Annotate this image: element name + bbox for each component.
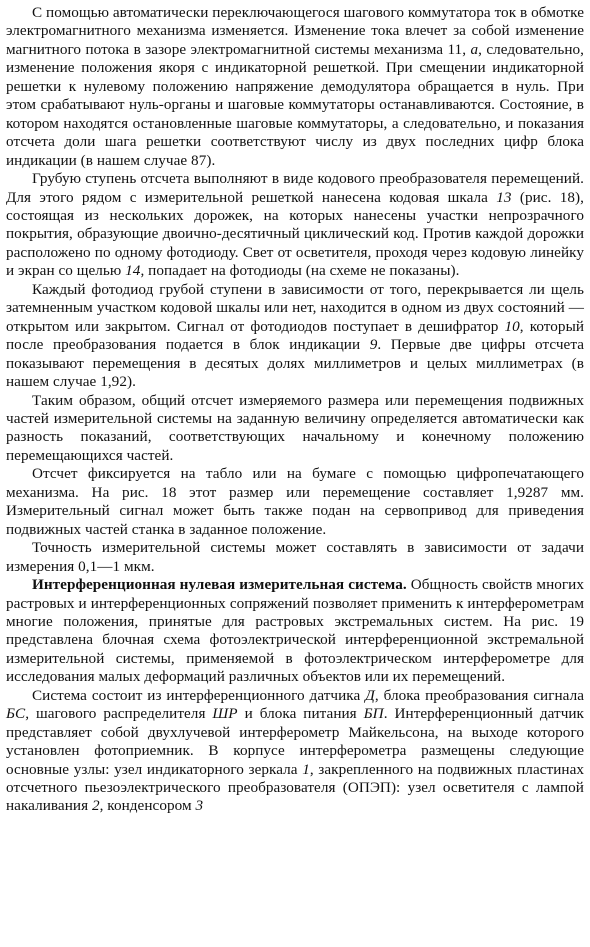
paragraph-1-part-1: С помощью автоматически переключающегося шагового коммутатора ток в обмотке электромагнитного механизма изменяется. Изменение тока влечет за собой изменение магнитного потока в зазоре электромагнитной системы механизма 11, [6,4,584,58]
paragraph-2-part-4: 14 [125,262,141,280]
paragraph-8-part-5: , шагового распределителя [25,705,213,723]
paragraph-8-part-4: БС [6,705,26,723]
paragraph-8-part-14: 3 [195,797,204,815]
paragraph-1 [6,4,584,170]
paragraph-6 [6,539,584,576]
paragraph-2-part-1: Грубую ступень отсчета выполняют в виде кодового преобразователя перемещений. Для этого рядом с измерительной решеткой нанесена кодовая шкала [6,170,584,206]
paragraph-2-part-3: (рис. 18), состоящая из нескольких дорожек, на которых нанесены участки непрозрачного покрытия, образующие двоично-десятичный циклический код. Против каждой дорожки расположено по одному фотодиоду. Свет от осветителя, проходя через кодовую линейку и экран со щелью [6,188,584,280]
paragraph-8 [6,687,584,816]
paragraph-8-part-1: Система состоит из интерференционного датчика [32,686,366,704]
paragraph-2 [6,170,584,281]
paragraph-8-part-3: , блока преобразования сигнала [374,686,584,704]
paragraph-7-part-2: Общность свойств многих растровых и интерференционных сопряжений позволяет применить к интерферометрам многие положения, принятые для растровых экстремальных систем. На рис. 19 представлена блочная схема фотоэлектрической интерференционной экстремальной измерительной системы, применяемой в фотоэлектрическом интерферометре для исследования малых деформаций различных объектов или их перемещений. [6,576,585,686]
paragraph-6-part-1: Точность измерительной системы может составлять в зависимости от задачи измерения 0,1—1 мкм. [6,539,584,575]
paragraph-2-part-2: 13 [496,188,512,206]
paragraph-4-part-1: Таким образом, общий отсчет измеряемого размера или перемещения подвижных частей измерительной системы на заданную величину определяется автоматически как разность показаний, соответствующих начальному и конечному положению перемещающихся частей. [6,391,584,464]
paragraph-8-part-9: . Интерференционный датчик представляет собой двухлучевой интерферометр Майкельсона, на выходе которого установлен фотоприемник. В корпусе интерферометра размещены следующие основные узлы: узел индикаторного зеркала [6,705,584,778]
paragraph-8-part-8: БП [363,705,384,723]
paragraph-3-part-5: . Первые две цифры отсчета показывают перемещения в десятых долях миллиметров и целых миллиметрах (в нашем случае 1,92). [6,336,584,391]
paragraph-3-part-4: 9 [369,336,378,354]
paragraph-2-part-5: , попадает на фотодиоды (на схеме не показаны). [140,262,460,280]
paragraph-1-part-2: а [470,40,479,58]
paragraph-8-part-6: ШР [212,705,238,723]
paragraph-5 [6,465,584,539]
paragraph-8-part-11: , закрепленного на подвижных пластинах отсчетного пьезоэлектрического преобразователя (ОПЭП): узел осветителя с лампой накаливания [6,760,584,815]
paragraph-8-part-2: Д [365,686,375,704]
paragraph-3-part-2: 10 [504,317,520,335]
paragraph-8-part-10: 1 [302,760,310,778]
paragraph-1-part-3: , следовательно, изменение положения якоря с индикаторной решеткой. При смещении индикаторной решетки к нулевому положению напряжение демодулятора обращается в нуль. При этом срабатывают нуль-органы и шаговые коммутаторы останавливаются. Состояние, в котором находятся остановленные шаговые коммутаторы, а следовательно, и показания отсчета доли шага решетки соответствуют числу из двух последних цифр блока индикации (в нашем случае 87). [6,40,584,169]
paragraph-3 [6,281,584,392]
paragraph-8-part-7: и блока питания [237,705,364,723]
paragraph-8-part-12: 2 [91,797,100,815]
paragraph-5-part-1: Отсчет фиксируется на табло или на бумаге с помощью цифропечатающего механизма. На рис. 18 этот размер или перемещение составляет 1,9287 мм. Измерительный сигнал может быть также подан на сервопривод для приведения подвижных частей станка в заданное положение. [6,465,584,538]
paragraph-8-part-13: , конденсором [99,797,196,815]
section-heading: Интерференционная нулевая измерительная система. [32,576,407,594]
paragraph-4 [6,392,584,466]
paragraph-3-part-3: , который после преобразования подается в блок индикации [6,317,584,354]
paragraph-3-part-1: Каждый фотодиод грубой ступени в зависимости от того, перекрывается ли щель затемненным участком кодовой шкалы или нет, находится в одном из двух состояний — открытом или закрытом. Сигнал от фотодиодов поступает в дешифратор [6,280,584,335]
paragraph-7 [6,576,584,687]
